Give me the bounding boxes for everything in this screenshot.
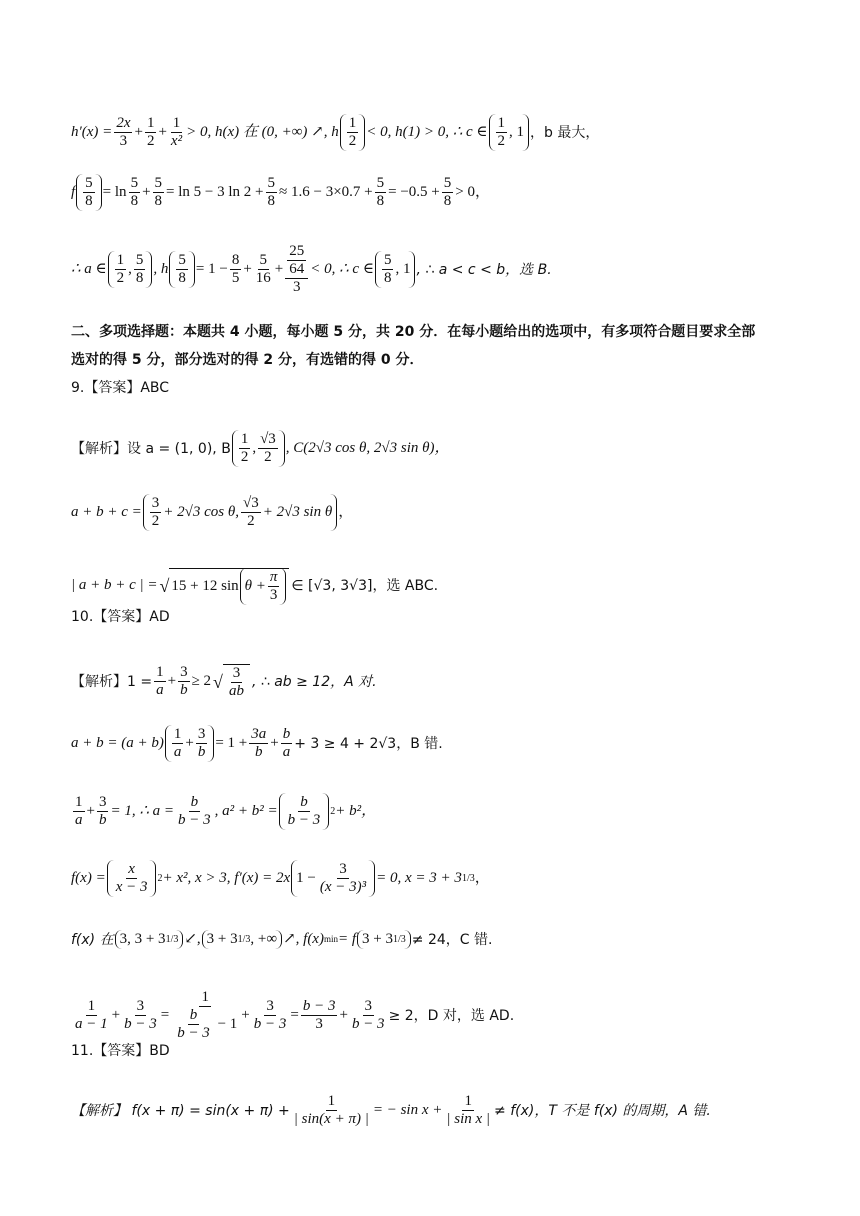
q10-analysis-line1: 【解析】1 = $\frac{1}{a}$ + $\frac{3}{b}$ ≥ 2 √ $\frac{3}{ab}$ , ∴ ab ≥ 12，A 对.: [71, 664, 377, 699]
paren-group: $\frac{1}{2}$ , $\frac{√3}{2}$: [232, 432, 285, 465]
q9-analysis-line3: [71, 568, 820, 603]
interval: $\frac{5}{8}$ , 1: [375, 253, 416, 286]
formula-text: ，: [474, 870, 490, 886]
formula-text: < 0, ∴ c ∈: [310, 261, 374, 277]
formula-text: ，: [338, 504, 354, 520]
formula-text: = 0, x = 3 + 3: [376, 870, 462, 886]
formula-text: , ∴ ab ≥ 12，A 对.: [251, 673, 377, 690]
formula-text: ↗, f(x): [283, 931, 324, 947]
q11-answer: 11.【答案】BD: [71, 1043, 170, 1059]
sqrt-expression: √ 15 + 12 sin θ + $\frac{\pi}{3}$: [160, 568, 290, 603]
formula-text: ↙,: [184, 931, 201, 947]
formula-text: +: [270, 735, 279, 751]
formula-text: , a² + b² =: [214, 803, 278, 819]
formula-text: ≠ 24，C 错.: [411, 931, 493, 948]
interval: $\frac{1}{2}$ , $\frac{5}{8}$: [108, 253, 153, 286]
fraction: $\frac{5}{8}$: [443, 175, 452, 209]
fraction: $\frac{8}{5}$: [231, 252, 240, 286]
formula-text: = 1, ∴ a =: [110, 803, 175, 819]
formula-text: ，b 最大，: [530, 124, 600, 141]
fraction: $\frac{5}{8}$: [267, 175, 275, 209]
q9-answer: 9.【答案】ABC: [71, 380, 170, 396]
formula-text: = − sin x +: [372, 1102, 443, 1118]
formula-text: = 1 −: [195, 261, 228, 277]
fraction: $\frac{5}{8}$: [376, 175, 385, 209]
formula-text: ≥ 2: [191, 673, 212, 689]
interval: $\frac{1}{2}$ , 1: [489, 116, 530, 149]
fraction: $\frac{1}{\text{x²}}$: [170, 115, 183, 149]
paren-group: $\frac{3}{2}$ + 2√3 cos θ, $\frac{√3}{2}$ + 2√3 sin θ: [143, 496, 337, 529]
paren-group: $\frac{1}{2}$: [340, 116, 366, 149]
formula-text: f(x) =: [71, 870, 106, 886]
formula-text: ∴ a ∈: [71, 261, 107, 277]
formula-text: a + b = (a + b): [71, 735, 164, 751]
formula-text: = −0.5 +: [388, 184, 440, 200]
fraction: $\frac{5}{16}$: [255, 252, 271, 286]
section-heading-cont: 选对的得 5 分，部分选对的得 2 分，有选错的得 0 分．: [71, 352, 424, 368]
formula-text: 【解析】 f(x + π) = sin(x + π) +: [71, 1102, 290, 1119]
paren-group: $\frac{5}{8}$: [169, 253, 195, 286]
derivative-line: h′(x) = $\frac{2x}{3}$ + $\frac{1}{2}$ + $\frac{1}{\text{x²}}$ > 0, h(x) 在 (0, +∞) ↗, h $\frac{1}{2}$ < 0, h(1) > 0, ∴ c ∈ $\frac{1}{2}$ , 1 ，b 最大，: [71, 115, 600, 149]
formula-text: ≈ 1.6 − 3×0.7 +: [279, 184, 373, 200]
q10-analysis-line5: f(x) 在 3, 3 + 3 1/3 ↙, 3 + 3 1/3 , +∞ ↗, f(x) min = f 3 + 3 1/3 ≠ 24，C 错.: [71, 931, 493, 948]
formula-text: a + b + c =: [71, 504, 142, 520]
formula-text: f(x) 在: [71, 931, 114, 948]
formula-text: + x², x > 3, f′(x) = 2x: [162, 870, 291, 886]
q10-analysis-line3: $\frac{1}{a}$ + $\frac{3}{b}$ = 1, ∴ a = $\frac{b}{b - 3}$ , a² + b² = $\frac{b}{b - 3}$ 2 + b²，: [75, 794, 377, 828]
formula-text: = ln 5 − 3 ln 2 +: [166, 184, 264, 200]
fraction: $\frac{2x}{3}$: [116, 115, 131, 149]
paren-group: $\frac{5}{8}$: [76, 176, 102, 209]
formula-text: > 0, h(x) 在 (0, +∞) ↗, h: [186, 124, 339, 140]
formula-text: + b²，: [335, 803, 377, 819]
sqrt-expression: √ $\frac{3}{ab}$: [213, 664, 250, 699]
f-five-eighths-line: f $\frac{5}{8}$ = ln $\frac{5}{8}$ + $\frac{5}{8}$ = ln 5 − 3 ln 2 + $\frac{5}{8}$ ≈ 1.6 − 3×0.7 + $\frac{5}{8}$ = −0.5 + $\frac{5}{8}$ > 0，: [71, 175, 490, 209]
formula-text: ≠ f(x)，T 不是 f(x) 的周期，A 错.: [494, 1102, 711, 1119]
formula-text: 【解析】设 a = (1, 0), B: [71, 440, 231, 457]
formula-text: h′(x) =: [71, 124, 113, 140]
formula-text: +: [243, 261, 252, 277]
q11-analysis-line1: 【解析】 f(x + π) = sin(x + π) + $\frac{1}{| \sin(x + \pi) |}$ = − sin x + $\frac{1}{\text{| sin x |}}$ ≠ f(x)，T 不是 f(x) 的周期，A 错.: [71, 1093, 711, 1127]
formula-text: , h: [153, 261, 169, 277]
formula-text: = f: [337, 931, 357, 947]
q9-analysis-line2: [71, 496, 820, 529]
formula-text: < 0, h(1) > 0, ∴ c ∈: [366, 124, 488, 140]
compound-fraction: 25 64 3: [285, 244, 308, 295]
formula-text: + 3 ≥ 4 + 2√3，B 错.: [294, 735, 443, 752]
fraction: $\frac{5}{8}$: [154, 175, 163, 209]
formula-text: , ∴ a < c < b，选 B.: [416, 261, 552, 278]
formula-text: ≥ 2，D 对，选 AD.: [388, 1007, 515, 1024]
formula-text: > 0，: [455, 184, 490, 200]
formula-text: | a + b + c | =: [71, 577, 158, 593]
formula-text: ∈ [√3, 3√3]，选 ABC.: [291, 577, 439, 594]
q10-analysis-line2: a + b = (a + b) $\frac{1}{a}$ + $\frac{3}{b}$ = 1 + $\frac{3a}{b}$ + $\frac{b}{a}$ + 3 ≥ 4 + 2√3，B 错.: [71, 726, 443, 760]
formula-text: = ln: [102, 184, 127, 200]
q10-analysis-line4: f(x) = $\frac{x}{x - 3}$ 2 + x², x > 3, f′(x) = 2x 1 − $\frac{3}{\text{(x − 3)³}}$ = 0, x = 3 + 3 1/3 ，: [71, 861, 490, 895]
section-heading: 二、多项选择题：本题共 4 小题，每小题 5 分，共 20 分．在每小题给出的选项中，有多项符合题目要求全部: [71, 324, 756, 340]
formula-text: f: [71, 184, 76, 200]
formula-text: , C(2√3 cos θ, 2√3 sin θ)，: [285, 440, 450, 456]
range-conclusion-line: [71, 244, 820, 295]
formula-text: = 1 +: [215, 735, 248, 751]
q10-analysis-line6: $\frac{1}{a - 1}$ + $\frac{3}{b - 3}$ = 1 $\frac{b}{b - 3}$ − 1 + $\frac{3}{b - 3}$ = $\frac{b - 3}{3}$ + $\frac{3}{b - 3}$ ≥ 2，D 对，选 AD.: [75, 989, 515, 1041]
fraction: $\frac{1}{2}$: [146, 115, 155, 149]
q10-answer: 10.【答案】AD: [71, 609, 170, 625]
formula-text: +: [274, 261, 284, 277]
fraction: $\frac{5}{8}$: [130, 175, 139, 209]
q9-analysis-line1: [71, 432, 820, 465]
formula-text: 【解析】1 =: [71, 673, 153, 690]
